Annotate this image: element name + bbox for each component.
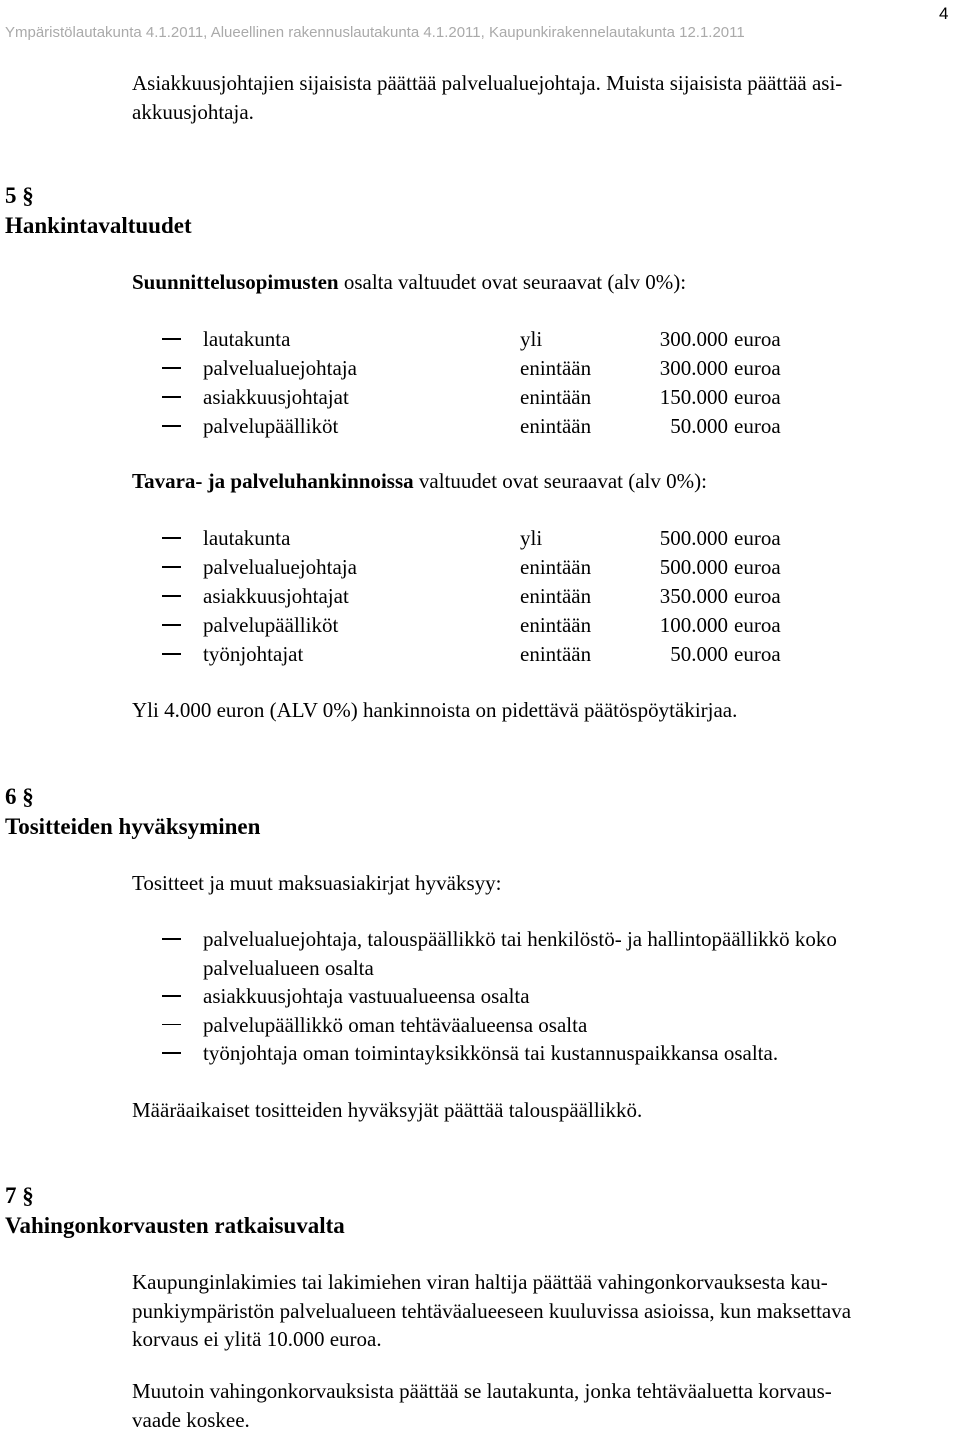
condition: enintään bbox=[520, 642, 592, 666]
role: asiakkuusjohtajat bbox=[203, 584, 349, 608]
amount: 100.000 bbox=[659, 613, 728, 637]
condition: yli bbox=[520, 327, 543, 351]
section-5-number: 5 § bbox=[5, 183, 34, 208]
amount: 300.000 bbox=[659, 356, 728, 380]
dash-bullet bbox=[162, 566, 181, 568]
list-item bbox=[0, 412, 960, 441]
dash-bullet bbox=[162, 938, 181, 940]
dash-bullet bbox=[162, 595, 181, 597]
currency-unit: euroa bbox=[734, 526, 781, 550]
amount: 500.000 bbox=[659, 555, 728, 579]
damages-paragraph-2 bbox=[132, 1377, 832, 1429]
goods-services-list bbox=[0, 524, 960, 669]
intro-line: Asiakkuusjohtajien sijaisista päättää palvelualuejohtaja. Muista sijaisista päättää asi- bbox=[132, 71, 843, 95]
list-item bbox=[0, 524, 960, 553]
dash-bullet bbox=[162, 537, 181, 539]
role: asiakkuusjohtajat bbox=[203, 385, 349, 409]
design-contracts-lead-rest: osalta valtuudet ovat seuraavat (alv 0%): bbox=[338, 270, 687, 294]
design-contracts-list bbox=[0, 325, 960, 441]
condition: enintään bbox=[520, 584, 592, 608]
condition: enintään bbox=[520, 385, 592, 409]
section-7-title: Vahingonkorvausten ratkaisuvalta bbox=[5, 1213, 345, 1238]
dash-bullet bbox=[162, 624, 181, 626]
list-item bbox=[0, 325, 960, 354]
intro-line: akkuusjohtaja. bbox=[132, 99, 254, 124]
amount: 500.000 bbox=[659, 526, 728, 550]
condition: yli bbox=[520, 526, 543, 550]
approvers-closing: Määräaikaiset tositteiden hyväksyjät päättää talouspäällikkö. bbox=[132, 1098, 643, 1122]
dash-bullet bbox=[162, 425, 181, 427]
currency-unit: euroa bbox=[734, 385, 781, 409]
goods-services-lead bbox=[132, 467, 707, 496]
condition: enintään bbox=[520, 613, 592, 637]
document-header: Ympäristölautakunta 4.1.2011, Alueellinen rakennuslautakunta 4.1.2011, Kaupunkirakennelautakunta 12.1.2011 bbox=[5, 24, 745, 41]
list-item bbox=[0, 640, 960, 669]
dash-bullet bbox=[162, 1024, 181, 1026]
currency-unit: euroa bbox=[734, 414, 781, 438]
list-item bbox=[0, 354, 960, 383]
role: palvelupäälliköt bbox=[203, 414, 339, 438]
currency-unit: euroa bbox=[734, 613, 781, 637]
amount: 50.000 bbox=[670, 414, 728, 438]
dash-bullet bbox=[162, 653, 181, 655]
list-item bbox=[0, 383, 960, 412]
section-5-title: Hankintavaltuudet bbox=[5, 213, 192, 238]
currency-unit: euroa bbox=[734, 327, 781, 351]
list-item-text: palvelupäällikkö oman tehtäväalueensa osalta bbox=[203, 1012, 588, 1037]
minutes-note: Yli 4.000 euron (ALV 0%) hankinnoista on pidettävä päätöspöytäkirjaa. bbox=[132, 698, 738, 722]
amount: 300.000 bbox=[659, 327, 728, 351]
paragraph-line: Kaupunginlakimies tai lakimiehen viran haltija päättää vahingonkorvauksesta kau- bbox=[132, 1270, 828, 1294]
paragraph-line: vaade koskee. bbox=[132, 1407, 250, 1429]
approvers-list bbox=[0, 925, 960, 1068]
intro-paragraph bbox=[132, 69, 842, 126]
list-item bbox=[0, 553, 960, 582]
section-6-title: Tositteiden hyväksyminen bbox=[5, 814, 261, 839]
design-contracts-lead-bold: Suunnittelusopimusten bbox=[132, 270, 339, 294]
list-item-text: palvelualueen osalta bbox=[203, 955, 374, 980]
paragraph-line: Muutoin vahingonkorvauksista päättää se lautakunta, jonka tehtäväaluetta korvaus- bbox=[132, 1379, 832, 1403]
approvers-lead: Tositteet ja muut maksuasiakirjat hyväksyy: bbox=[132, 871, 502, 895]
condition: enintään bbox=[520, 356, 592, 380]
role: työnjohtajat bbox=[203, 642, 304, 666]
page-number: 4 bbox=[939, 4, 949, 23]
amount: 150.000 bbox=[659, 385, 728, 409]
list-item bbox=[0, 1011, 960, 1040]
list-item bbox=[0, 1039, 960, 1068]
condition: enintään bbox=[520, 555, 592, 579]
damages-paragraph-1 bbox=[132, 1268, 851, 1354]
currency-unit: euroa bbox=[734, 642, 781, 666]
currency-unit: euroa bbox=[734, 584, 781, 608]
currency-unit: euroa bbox=[734, 356, 781, 380]
dash-bullet bbox=[162, 367, 181, 369]
role: lautakunta bbox=[203, 327, 291, 351]
paragraph-line: korvaus ei ylitä 10.000 euroa. bbox=[132, 1327, 382, 1351]
paragraph-line: punkiympäristön palvelualueen tehtäväalueeseen kuuluvissa asioissa, kun maksettava bbox=[132, 1298, 852, 1323]
list-item bbox=[0, 582, 960, 611]
currency-unit: euroa bbox=[734, 555, 781, 579]
list-item bbox=[0, 982, 960, 1011]
list-item-text: palvelualuejohtaja, talouspäällikkö tai henkilöstö- ja hallintopäällikkö koko bbox=[203, 927, 837, 951]
list-item-text: työnjohtaja oman toimintayksikkönsä tai kustannuspaikkansa osalta. bbox=[203, 1041, 779, 1065]
amount: 350.000 bbox=[659, 584, 728, 608]
list-item-text: asiakkuusjohtaja vastuualueensa osalta bbox=[203, 984, 530, 1008]
dash-bullet bbox=[162, 338, 181, 340]
role: palvelualuejohtaja bbox=[203, 555, 357, 579]
dash-bullet bbox=[162, 1052, 181, 1054]
section-7-number: 7 § bbox=[5, 1183, 34, 1208]
dash-bullet bbox=[162, 396, 181, 398]
dash-bullet bbox=[162, 995, 181, 997]
list-item bbox=[0, 611, 960, 640]
role: lautakunta bbox=[203, 526, 291, 550]
list-item bbox=[0, 925, 960, 982]
design-contracts-lead bbox=[132, 268, 686, 297]
goods-services-lead-rest: valtuudet ovat seuraavat (alv 0%): bbox=[413, 469, 707, 493]
section-6-number: 6 § bbox=[5, 784, 34, 809]
role: palvelualuejohtaja bbox=[203, 356, 357, 380]
role: palvelupäälliköt bbox=[203, 613, 339, 637]
goods-services-lead-bold: Tavara- ja palveluhankinnoissa bbox=[132, 469, 414, 493]
condition: enintään bbox=[520, 414, 592, 438]
amount: 50.000 bbox=[670, 642, 728, 666]
